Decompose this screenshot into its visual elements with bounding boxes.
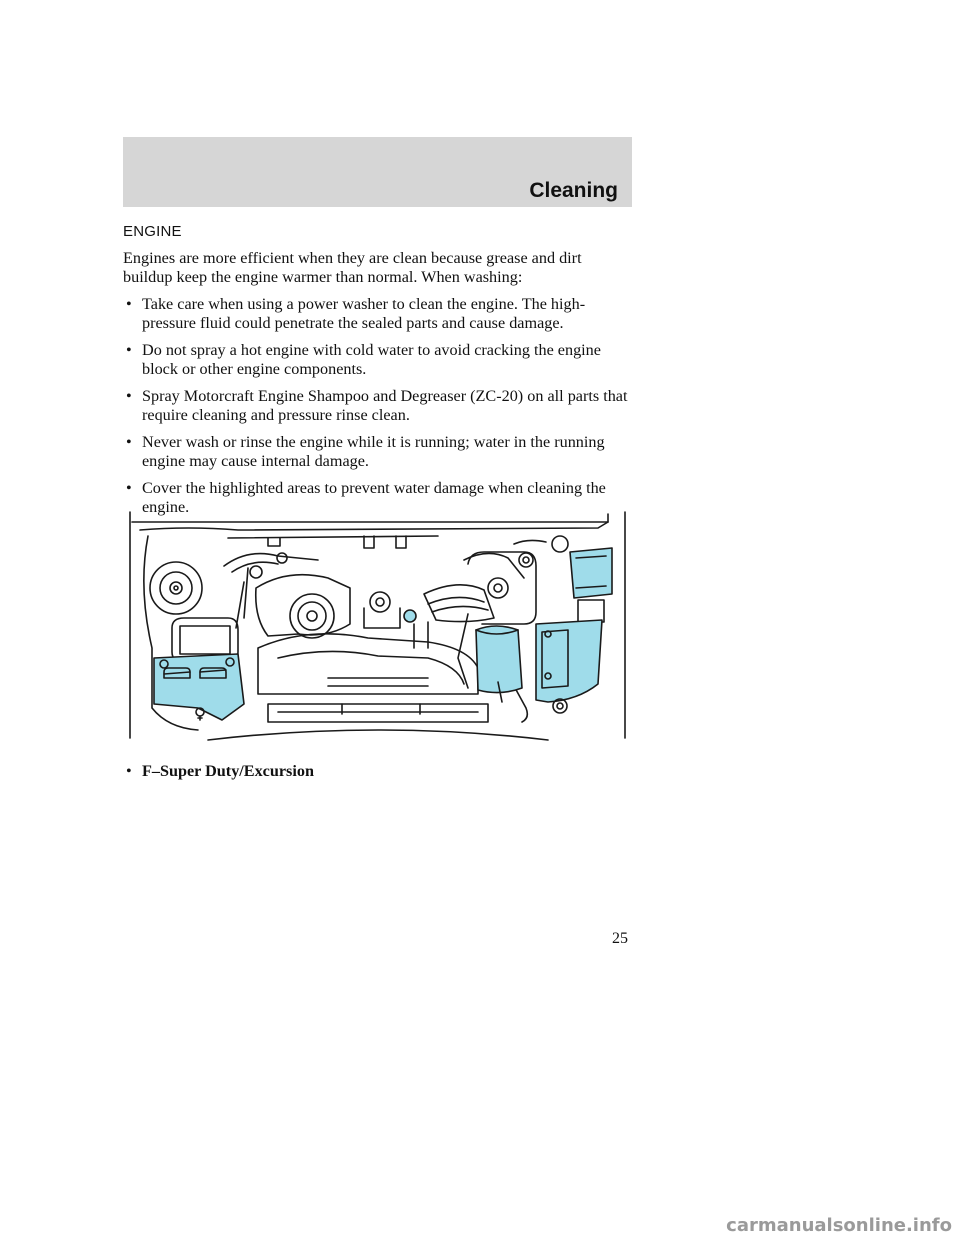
engine-compartment-illustration: [128, 508, 632, 748]
engine-heading: ENGINE: [123, 223, 182, 240]
page-content: [123, 222, 632, 525]
bullet-item: [123, 387, 632, 426]
engine-bullet-list: [123, 295, 632, 518]
bullet-text: Cover the highlighted areas to prevent water damage when cleaning the engine.: [142, 478, 606, 516]
figure-caption-text: F–Super Duty/Excursion: [142, 762, 314, 780]
figure-caption: [123, 762, 314, 781]
bullet-glyph: •: [126, 386, 132, 405]
bullet-glyph: •: [126, 340, 132, 359]
bullet-item: [123, 341, 632, 380]
bullet-item: [123, 295, 632, 334]
bullet-glyph: •: [126, 432, 132, 451]
bullet-text: Never wash or rinse the engine while it is running; water in the running engine may cause internal damage.: [142, 432, 605, 470]
watermark: carmanualsonline.info: [726, 1215, 952, 1236]
bullet-glyph: •: [126, 478, 132, 497]
engine-intro: Engines are more efficient when they are clean because grease and dirt buildup keep the engine warmer than normal. When washing:: [123, 248, 582, 286]
section-header-band: [123, 137, 632, 207]
bullet-text: Take care when using a power washer to clean the engine. The high-pressure fluid could penetrate the sealed parts and cause damage.: [142, 294, 586, 332]
bullet-glyph: •: [126, 762, 132, 780]
bullet-text: Spray Motorcraft Engine Shampoo and Degreaser (ZC-20) on all parts that require cleaning and pressure rinse clean.: [142, 386, 628, 424]
section-title: Cleaning: [529, 179, 618, 202]
bullet-item: [123, 433, 632, 472]
bullet-glyph: •: [126, 294, 132, 313]
page-number: 25: [612, 930, 628, 947]
bullet-text: Do not spray a hot engine with cold water to avoid cracking the engine block or other engine components.: [142, 340, 601, 378]
